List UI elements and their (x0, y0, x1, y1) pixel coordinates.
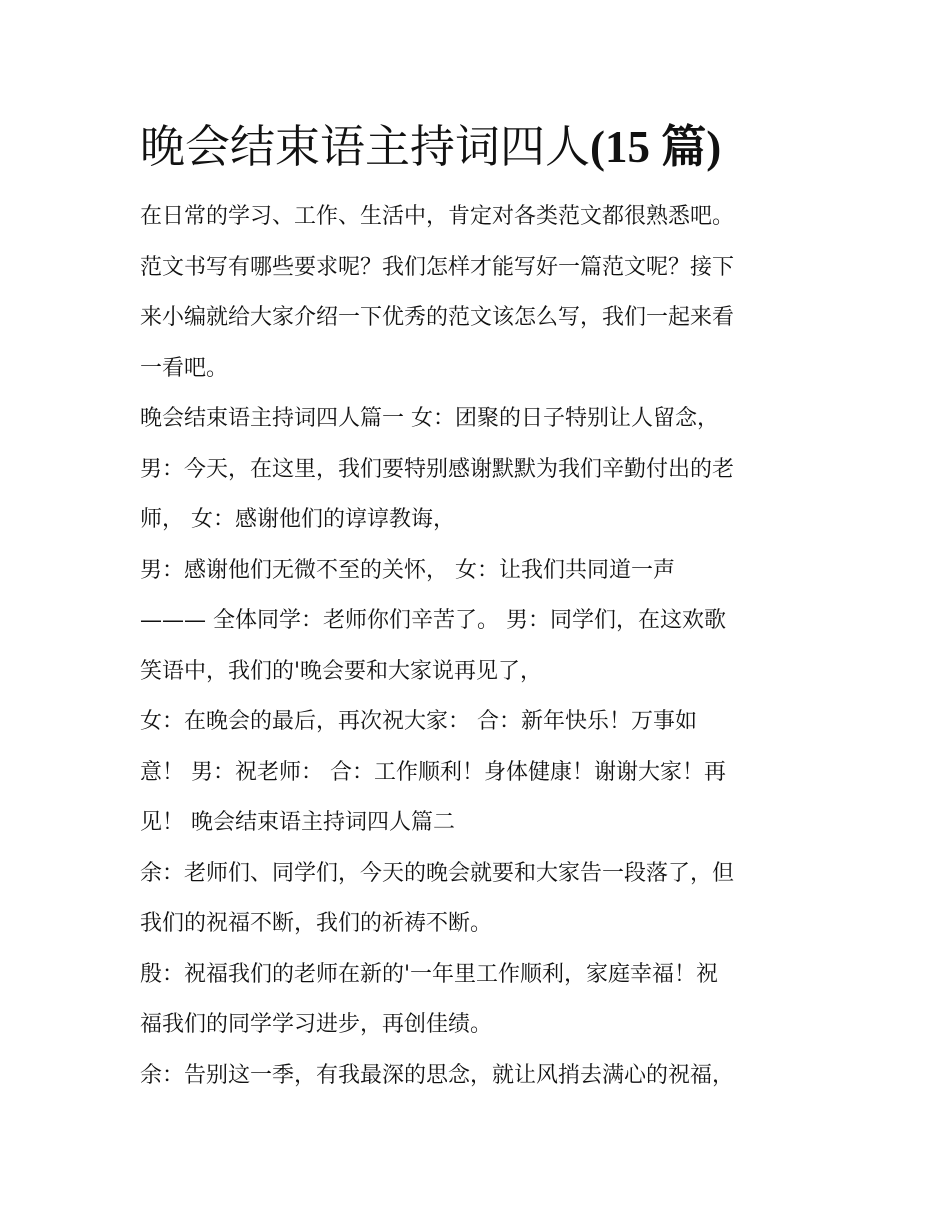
text-line: 殷：祝福我们的老师在新的'一年里工作顺利，家庭幸福！祝 (140, 961, 719, 987)
title-count: (15 篇) (590, 122, 722, 172)
text-line: 一看吧。 (140, 355, 229, 381)
text-line: 范文书写有哪些要求呢？我们怎样才能写好一篇范文呢？接下 (140, 254, 735, 280)
title-main: 晚会结束语主持词四人 (140, 120, 591, 173)
text-line: 女：在晚会的最后，再次祝大家： 合：新年快乐！万事如 (140, 709, 697, 734)
text-line: 在日常的学习、工作、生活中，肯定对各类范文都很熟悉吧。 (140, 204, 735, 229)
text-line: 余：告别这一季，有我最深的思念，就让风捎去满心的祝福， (140, 1062, 735, 1088)
text-line: 来小编就给大家介绍一下优秀的范文该怎么写，我们一起来看 (140, 305, 735, 330)
text-line: 晚会结束语主持词四人篇一 女：团聚的日子特别让人留念， (140, 406, 719, 431)
document-body (140, 192, 815, 1101)
document-title (140, 116, 815, 178)
text-line: 笑语中，我们的'晚会要和大家说再见了， (140, 658, 543, 684)
text-line: 福我们的同学学习进步，再创佳绩。 (140, 1012, 493, 1037)
text-line: ——— 全体同学：老师你们辛苦了。 男：同学们，在这欢歌 (140, 608, 726, 633)
text-line: 师， 女：感谢他们的谆谆教诲， (140, 507, 455, 532)
text-line: 余：老师们、同学们，今天的晚会就要和大家告一段落了，但 (140, 860, 735, 886)
text-line: 见！ 晚会结束语主持词四人篇二 (140, 810, 455, 835)
text-line: 意！ 男：祝老师： 合：工作顺利！身体健康！谢谢大家！再 (140, 759, 726, 785)
text-line: 我们的祝福不断，我们的祈祷不断。 (140, 911, 493, 936)
text-line: 男：感谢他们无微不至的关怀， 女：让我们共同道一声 (140, 557, 675, 583)
text-line: 男：今天，在这里，我们要特别感谢默默为我们辛勤付出的老 (140, 456, 735, 482)
